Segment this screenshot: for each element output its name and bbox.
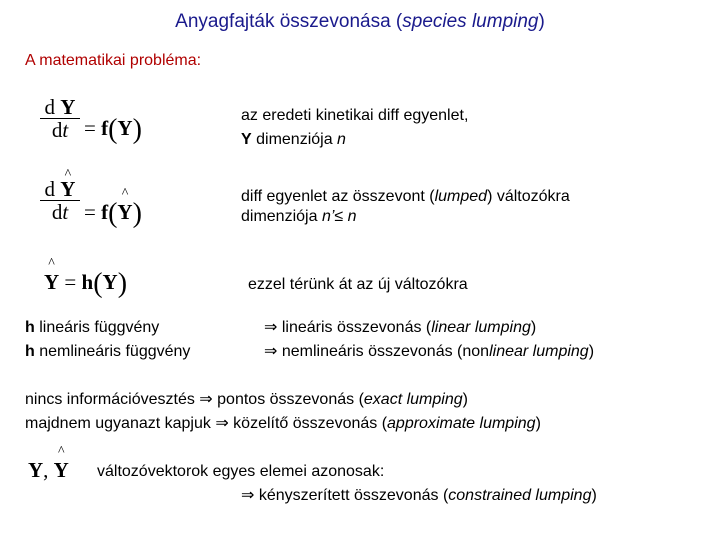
variable-vectors: Y, ^ Y: [28, 458, 69, 483]
equation-original: [40, 96, 170, 160]
equation-transform: ^ Y = h(Y): [44, 268, 127, 300]
approximate-lumping-row: majdnem ugyanazt kapjuk ⇒ közelítő összevonás (approximate lumping): [25, 415, 541, 432]
nonlinear-row: h nemlineáris függvény: [25, 343, 191, 360]
implies-arrow: ⇒: [264, 319, 278, 336]
implies-arrow: ⇒: [241, 487, 255, 504]
description-lumped: diff egyenlet az összevont (lumped) változókra dimenziója n’≤ n: [241, 188, 570, 225]
page-title: Anyagfajták összevonása (species lumping): [175, 11, 545, 32]
section-subtitle: A matematikai probléma:: [25, 52, 202, 69]
constrained-lumping-row: ⇒ kényszerített összevonás (constrained lumping): [241, 487, 597, 504]
equation-rhs: = f(^ Y): [84, 198, 142, 230]
description-original: az eredeti kinetikai diff egyenlet, Y dimenziója n: [241, 107, 469, 148]
exact-lumping-row: nincs információvesztés ⇒ pontos összevonás (exact lumping): [25, 391, 468, 408]
implies-arrow: ⇒: [264, 343, 278, 360]
equation-lumped: [40, 176, 170, 244]
linear-row: h lineáris függvény: [25, 319, 160, 336]
description-transform: ezzel térünk át az új változókra: [248, 276, 468, 293]
equation-rhs: = f(Y): [84, 114, 142, 145]
derivative-fraction: d ^ Y dt: [40, 178, 80, 223]
linear-result: ⇒ lineáris összevonás (linear lumping): [264, 319, 537, 336]
constrained-description: változóvektorok egyes elemei azonosak:: [97, 463, 385, 480]
implies-arrow: ⇒: [215, 415, 229, 432]
implies-arrow: ⇒: [199, 391, 213, 408]
derivative-fraction: d Y dt: [40, 96, 80, 141]
nonlinear-result: ⇒ nemlineáris összevonás (nonlinear lumping): [264, 343, 595, 360]
